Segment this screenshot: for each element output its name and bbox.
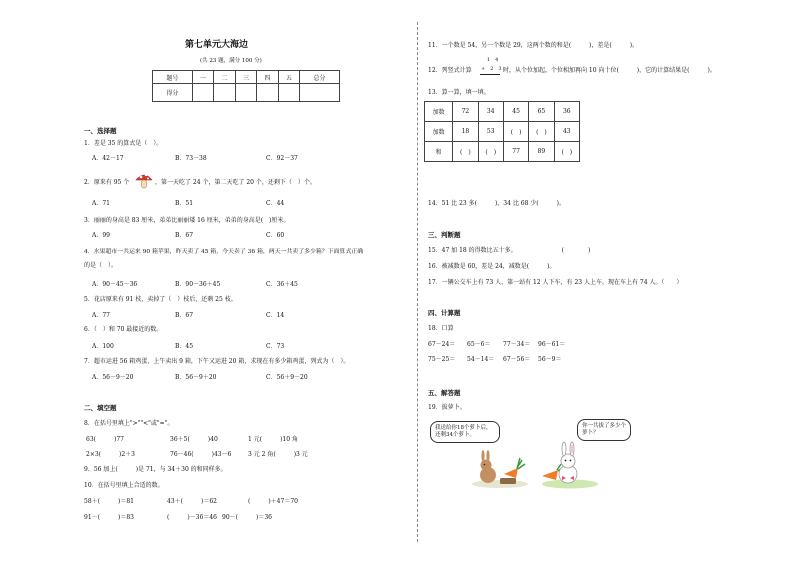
- option-c: C．36＋45: [266, 281, 298, 288]
- score-table-cell: 五: [278, 71, 299, 84]
- score-table-cell: 得分: [153, 84, 193, 102]
- score-table: [152, 70, 340, 102]
- vertical-calc-rule: [480, 74, 500, 75]
- addition-table: [424, 101, 580, 162]
- question-12-part-a: 12．列竖式计算: [428, 67, 472, 74]
- score-input-cell[interactable]: [214, 84, 235, 102]
- question-4-line-1: 4．水果超市一共运来 90 箱苹果，昨天卖了 45 箱，今天卖了 36 箱，两天一共卖了多少箱？下面算式正确: [84, 249, 363, 255]
- table-cell: 34: [478, 102, 503, 122]
- question-11: 11．一个数是 54，另一个数是 29，这两个数的和是( )，差是( )。: [428, 42, 639, 49]
- fill-item[interactable]: ( )＋47＝70: [248, 498, 298, 505]
- option-b: B．90－36＋45: [175, 281, 221, 288]
- table-cell: 53: [478, 122, 503, 142]
- table-cell: 65: [529, 102, 554, 122]
- section-heading: 二、填空题: [84, 404, 117, 412]
- option-a: A．77: [92, 312, 110, 319]
- white-rabbit-icon: [538, 440, 600, 490]
- section-heading: 三、判断题: [428, 231, 461, 239]
- question-6: 6．（ ）和 70 最接近的数。: [84, 326, 163, 333]
- section-heading: 四、计算题: [428, 309, 461, 317]
- question-13: 13．算一算，填一填。: [428, 89, 490, 96]
- fill-item[interactable]: 58＋( )＝81: [84, 498, 134, 505]
- question-3: 3．丽丽的身高是 83 厘米，弟弟比丽丽矮 16 厘米，弟弟的身高是( )厘米。: [84, 217, 290, 224]
- question-19: 19．拔萝卜。: [428, 404, 466, 411]
- table-cell: 89: [529, 142, 554, 162]
- compare-item[interactable]: 63( )77: [86, 436, 124, 443]
- section-heading: 五、解答题: [428, 389, 461, 397]
- fill-item[interactable]: 43＋( )＝62: [167, 498, 217, 505]
- question-12-part-b: 时，从个位加起，个位相加再向 10 向十位( )，它的计算结果是( )。: [503, 67, 716, 74]
- question-15: 15．47 加 18 的得数比五十多。 ( ): [428, 247, 591, 254]
- question-9: 9．56 加上( )是 71，与 34＋30 的和同样多。: [84, 466, 227, 473]
- vertical-calc-top: 1 4: [487, 57, 499, 63]
- table-cell: 72: [453, 102, 478, 122]
- score-table-cell: 二: [214, 71, 235, 84]
- question-7: 7．超市运进 56 箱鸡蛋，上午卖出 9 箱，下午又运进 20 箱，求现在有多少箱鸡蛋，列式为（ ）。: [84, 358, 350, 365]
- option-b: B．67: [175, 312, 194, 319]
- answer-cell[interactable]: ( ): [503, 122, 528, 142]
- mental-calc-item[interactable]: 96－61＝: [538, 341, 566, 348]
- question-5: 5．花店原来有 91 枝，卖掉了（ ）枝后，还剩 25 枝。: [84, 296, 237, 303]
- page-title: 第七单元大海边: [185, 40, 249, 50]
- compare-item[interactable]: 36＋5( )40: [170, 436, 218, 443]
- score-table-cell: 三: [235, 71, 256, 84]
- option-b: B．51: [175, 200, 194, 207]
- speech-bubble-left: 我送给你18个萝卜后，还剩34个萝卜。: [430, 421, 500, 443]
- table-cell: 和: [425, 142, 453, 162]
- question-1: 1．差是 35 的算式是（ ）。: [84, 140, 163, 147]
- mental-calc-item[interactable]: 56－9＝: [538, 356, 562, 363]
- answer-cell[interactable]: ( ): [478, 142, 503, 162]
- score-input-cell[interactable]: [257, 84, 278, 102]
- section-heading: 一、选择题: [84, 127, 117, 135]
- vertical-calc-mid: + 2 3: [481, 66, 502, 72]
- rabbit-with-carrot-icon: [470, 448, 530, 490]
- fill-item[interactable]: 90－( )＝36: [222, 514, 272, 521]
- option-b: B．56－9＋20: [175, 374, 217, 381]
- question-8: 8．在括号里填上">""<"或"="。: [84, 420, 174, 427]
- question-2-part-b: ，第一天吃了 24 个，第二天吃了 20 个，还剩下（ ）个。: [155, 179, 316, 186]
- option-c: C．14: [266, 312, 285, 319]
- mushroom-icon: [134, 170, 154, 190]
- mental-calc-item[interactable]: 67－24＝: [428, 341, 456, 348]
- option-a: A．42－17: [92, 155, 124, 162]
- option-c: C．92－37: [266, 155, 298, 162]
- option-a: A．99: [92, 232, 110, 239]
- question-18: 18．口算: [428, 325, 454, 332]
- fill-item[interactable]: ( )－36＝46: [167, 514, 217, 521]
- option-a: A．71: [92, 200, 110, 207]
- score-table-cell: 一: [192, 71, 213, 84]
- option-b: B．45: [175, 343, 194, 350]
- table-cell: 36: [554, 102, 579, 122]
- table-cell: 加数: [425, 122, 453, 142]
- question-4-line-2: 的是（ ）。: [84, 262, 118, 269]
- page-subtitle: (共 23 题，满分 100 分): [200, 58, 262, 64]
- speech-bubble-right: 你一共拔了多少个萝卜？: [577, 419, 631, 441]
- question-10: 10．在括号里填上合适的数。: [84, 482, 164, 489]
- table-cell: 77: [503, 142, 528, 162]
- answer-cell[interactable]: ( ): [529, 122, 554, 142]
- score-input-cell[interactable]: [235, 84, 256, 102]
- fill-item[interactable]: 91－( )＝83: [84, 514, 134, 521]
- compare-item[interactable]: 3 元 2 角( )3 元: [248, 451, 308, 458]
- compare-item[interactable]: 2×3( )2＋3: [86, 451, 135, 458]
- mental-calc-item[interactable]: 65－6＝: [467, 341, 491, 348]
- question-16: 16．被减数是 60，差是 24，减数是( )。: [428, 263, 556, 270]
- question-2-part-a: 2．原来有 95 个: [84, 179, 130, 186]
- column-divider: [417, 22, 418, 542]
- table-cell: 45: [503, 102, 528, 122]
- option-c: C．73: [266, 343, 285, 350]
- table-cell: 43: [554, 122, 579, 142]
- question-14: 14．51 比 23 多( )，34 比 68 少( )。: [428, 200, 565, 207]
- score-table-cell: 题号: [153, 71, 193, 84]
- table-cell: 加数: [425, 102, 453, 122]
- mental-calc-item[interactable]: 77－34＝: [503, 341, 531, 348]
- option-a: A．56－9－20: [92, 374, 134, 381]
- mental-calc-item[interactable]: 54－14＝: [467, 356, 495, 363]
- option-c: C．60: [266, 232, 285, 239]
- answer-cell[interactable]: ( ): [453, 142, 478, 162]
- option-a: A．90－45－36: [92, 281, 138, 288]
- compare-item[interactable]: 76－46( )43－6: [170, 451, 232, 458]
- question-17: 17．一辆公交车上有 73 人，第一站有 12 人下车，有 23 人上车，现在车上有 74 人。（ ）: [428, 279, 683, 286]
- mental-calc-item[interactable]: 67－56＝: [503, 356, 531, 363]
- option-c: C．56＋9－20: [266, 374, 308, 381]
- score-table-cell: 总分: [300, 71, 340, 84]
- option-b: B．73－38: [175, 155, 207, 162]
- option-b: B．67: [175, 232, 194, 239]
- score-input-cell[interactable]: [300, 84, 340, 102]
- answer-cell[interactable]: ( ): [554, 142, 579, 162]
- table-cell: 18: [453, 122, 478, 142]
- mental-calc-item[interactable]: 75－25＝: [428, 356, 456, 363]
- score-input-cell[interactable]: [192, 84, 213, 102]
- compare-item[interactable]: 1 元( )10 角: [248, 436, 298, 443]
- option-c: C．44: [266, 200, 285, 207]
- score-input-cell[interactable]: [278, 84, 299, 102]
- score-table-cell: 四: [257, 71, 278, 84]
- option-a: A．100: [92, 343, 114, 350]
